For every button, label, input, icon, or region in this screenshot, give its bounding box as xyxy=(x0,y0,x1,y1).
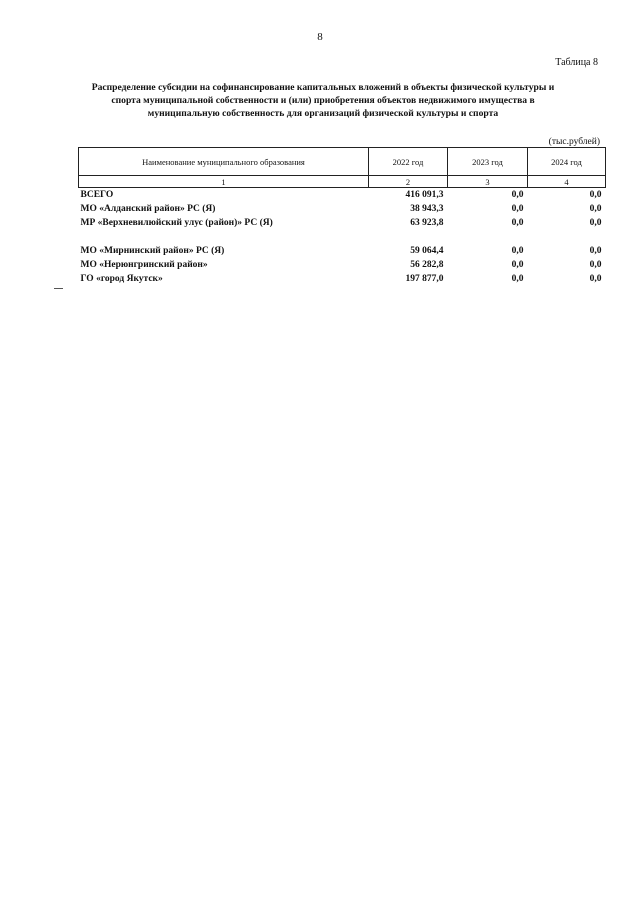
value-2023: 0,0 xyxy=(511,260,524,270)
row-name: МО «Мирнинский район» РС (Я) xyxy=(80,246,225,256)
column-number: 1 xyxy=(79,176,369,188)
row-name: ВСЕГО xyxy=(80,190,114,200)
value-2023: 0,0 xyxy=(511,274,524,284)
column-number: 3 xyxy=(448,176,528,188)
value-2022: 59 064,4 xyxy=(410,246,444,256)
value-2022: 416 091,3 xyxy=(405,190,444,200)
table-row xyxy=(79,188,606,203)
table-row xyxy=(79,258,606,272)
table-label: Таблица 8 xyxy=(555,57,598,68)
heading-line-1: Распределение субсидии на софинансирование капитальных вложений в объекты физической культуры и xyxy=(91,82,555,93)
table-heading xyxy=(88,81,558,120)
value-2023: 0,0 xyxy=(511,190,524,200)
page-number: 8 xyxy=(317,31,323,43)
row-name: МО «Нерюнгринский район» xyxy=(80,260,208,270)
header-row xyxy=(79,148,606,176)
value-2022: 38 943,3 xyxy=(410,204,444,214)
column-number: 2 xyxy=(369,176,448,188)
header-2024: 2024 год xyxy=(528,148,606,176)
header-municipality: Наименование муниципального образования xyxy=(79,148,369,176)
table-row xyxy=(79,272,606,286)
value-2022: 56 282,8 xyxy=(410,260,444,270)
header-2022: 2022 год xyxy=(369,148,448,176)
header-2023: 2023 год xyxy=(448,148,528,176)
value-2023: 0,0 xyxy=(511,218,524,228)
row-spacer xyxy=(79,230,606,244)
table-row xyxy=(79,244,606,258)
row-name: МР «Верхневилюйский улус (район)» РС (Я) xyxy=(80,218,273,228)
value-2024: 0,0 xyxy=(589,246,602,256)
margin-mark xyxy=(54,288,63,289)
value-2024: 0,0 xyxy=(589,204,602,214)
row-name: МО «Алданский район» РС (Я) xyxy=(80,204,216,214)
heading-line-2: спорта муниципальной собственности и (или) приобретения объектов недвижимого имущества в xyxy=(111,95,535,106)
heading-line-3: муниципальную собственность для организаций физической культуры и спорта xyxy=(147,108,499,119)
value-2023: 0,0 xyxy=(511,246,524,256)
value-2024: 0,0 xyxy=(589,260,602,270)
column-number-row xyxy=(79,176,606,188)
value-2023: 0,0 xyxy=(511,204,524,214)
value-2024: 0,0 xyxy=(589,274,602,284)
units-label: (тыс.рублей) xyxy=(548,137,600,147)
row-name: ГО «город Якутск» xyxy=(80,274,163,284)
table-row xyxy=(79,202,606,216)
value-2022: 63 923,8 xyxy=(410,218,444,228)
value-2024: 0,0 xyxy=(589,218,602,228)
subsidy-table xyxy=(78,147,606,286)
table-row xyxy=(79,216,606,230)
value-2022: 197 877,0 xyxy=(405,274,444,284)
value-2024: 0,0 xyxy=(589,190,602,200)
column-number: 4 xyxy=(528,176,606,188)
